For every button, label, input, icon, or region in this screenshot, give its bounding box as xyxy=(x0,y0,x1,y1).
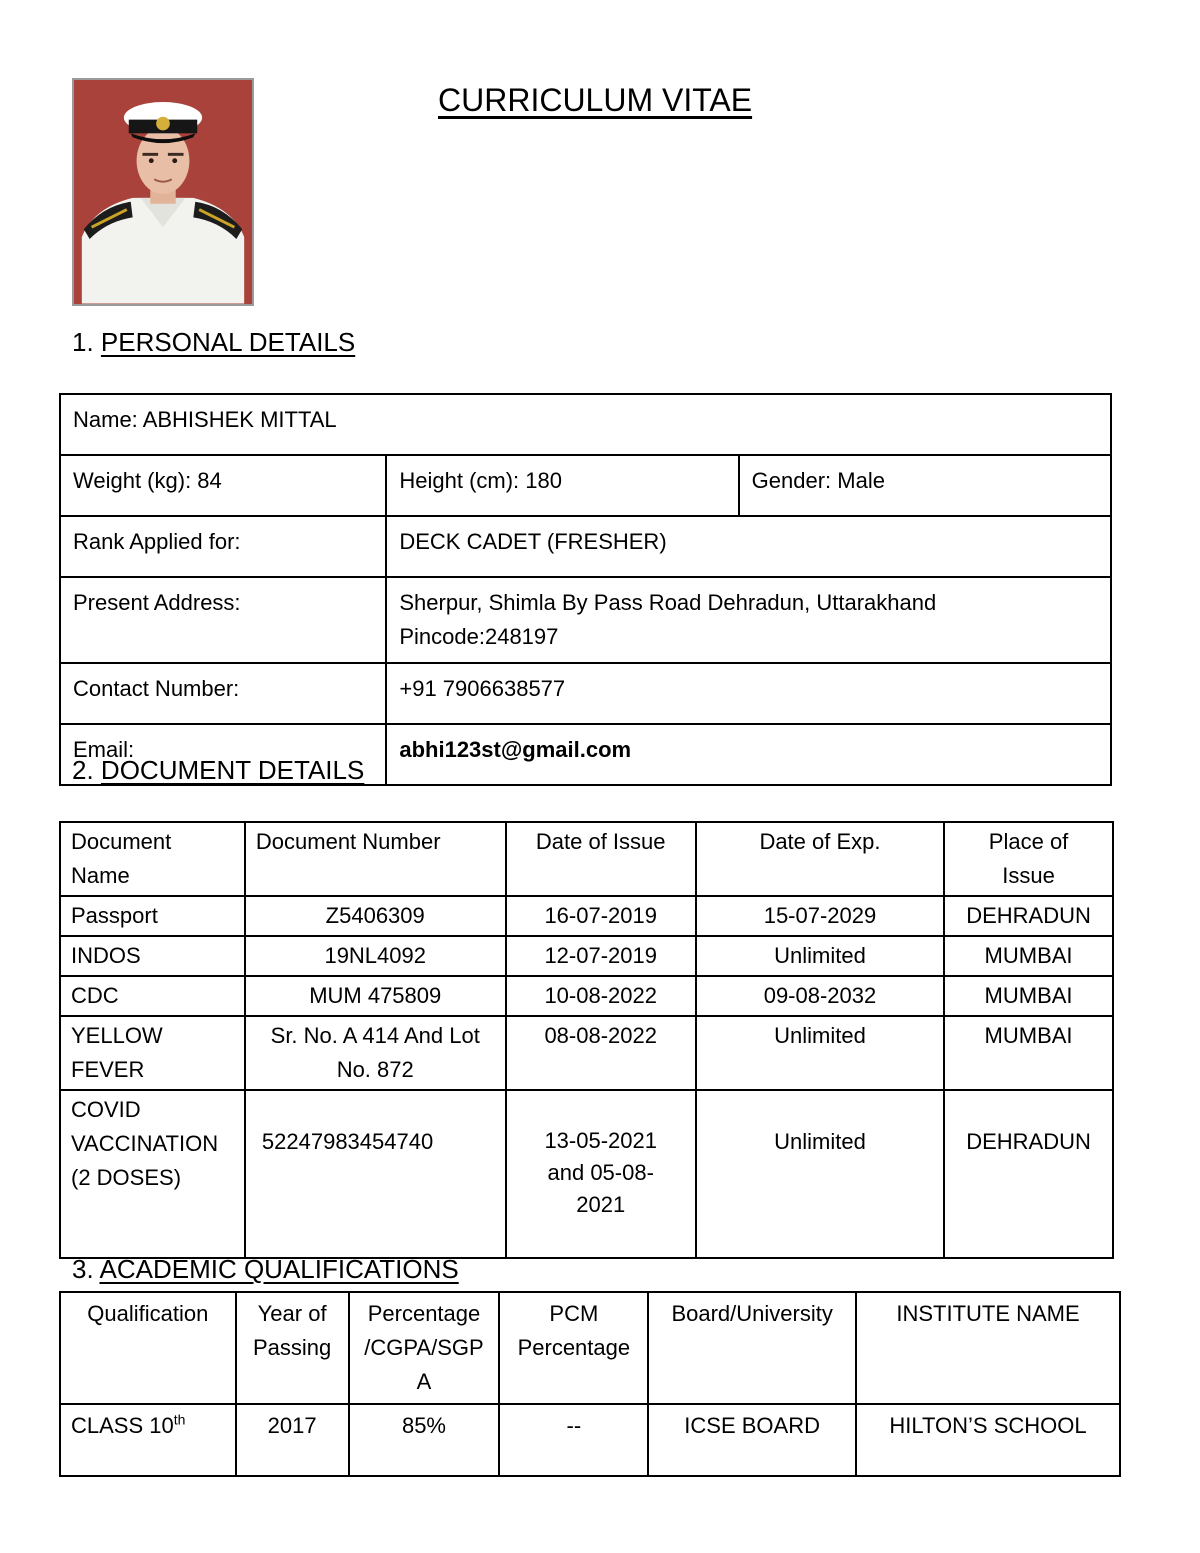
cell-place-of-issue: MUMBAI xyxy=(944,976,1113,1016)
header-institute-name: INSTITUTE NAME xyxy=(856,1292,1120,1404)
header-text: Place of xyxy=(988,829,1069,854)
address-line: Sherpur, Shimla By Pass Road Dehradun, Uttarakhand xyxy=(399,590,937,615)
header-text: Passing xyxy=(252,1335,332,1360)
height-cell: Height (cm): 180 xyxy=(386,455,738,516)
header-year-of-passing xyxy=(236,1292,349,1404)
cell-text: VACCINATION xyxy=(71,1131,219,1156)
header-qualification: Qualification xyxy=(60,1292,236,1404)
cell-date-of-exp: 09-08-2032 xyxy=(696,976,944,1016)
header-text: A xyxy=(416,1369,432,1394)
cell-date-of-issue: 16-07-2019 xyxy=(506,896,696,936)
section-number: 1. xyxy=(72,327,94,357)
header-percentage xyxy=(349,1292,500,1404)
header-pcm-percentage xyxy=(499,1292,648,1404)
section-title: PERSONAL DETAILS xyxy=(100,327,356,357)
section-number: 3. xyxy=(72,1254,94,1284)
cell-document-name: CDC xyxy=(60,976,245,1016)
cell-date-of-issue: 08-08-2022 xyxy=(506,1016,696,1090)
table-row xyxy=(60,1404,1120,1476)
document-details-table xyxy=(59,821,1114,1259)
header-board-university: Board/University xyxy=(648,1292,856,1404)
cell-institute: HILTON’S SCHOOL xyxy=(856,1404,1120,1476)
cell-document-name xyxy=(60,1090,245,1258)
cell-year: 2017 xyxy=(236,1404,349,1476)
header-date-of-issue: Date of Issue xyxy=(506,822,696,896)
cell-pcm: -- xyxy=(499,1404,648,1476)
contact-label: Contact Number: xyxy=(60,663,386,724)
cell-place-of-issue: DEHRADUN xyxy=(944,1090,1113,1258)
cell-text: 13-05-2021 xyxy=(544,1128,657,1153)
header-text: Year of xyxy=(257,1301,327,1326)
cell-date-of-exp: Unlimited xyxy=(696,936,944,976)
header-text: Document xyxy=(71,829,172,854)
header-date-of-exp: Date of Exp. xyxy=(696,822,944,896)
academic-qualifications-table xyxy=(59,1291,1121,1477)
header-document-name xyxy=(60,822,245,896)
rank-value: DECK CADET (FRESHER) xyxy=(386,516,1111,577)
document-title: CURRICULUM VITAE xyxy=(438,82,753,118)
gender-cell: Gender: Male xyxy=(739,455,1111,516)
profile-photo xyxy=(72,78,254,306)
cell-document-name: YELLOW FEVER xyxy=(60,1016,245,1090)
header-text: Percentage xyxy=(367,1301,481,1326)
table-row xyxy=(60,1016,1113,1090)
cell-place-of-issue: MUMBAI xyxy=(944,936,1113,976)
cell-date-of-issue xyxy=(506,1090,696,1258)
cell-date-of-exp: Unlimited xyxy=(696,1090,944,1258)
section-heading-academic xyxy=(72,1254,459,1285)
contact-value: +91 7906638577 xyxy=(386,663,1111,724)
name-cell: Name: ABHISHEK MITTAL xyxy=(60,394,1111,455)
table-row xyxy=(60,1090,1113,1258)
cell-document-name: Passport xyxy=(60,896,245,936)
header-text: Issue xyxy=(1002,863,1055,888)
section-heading-documents xyxy=(72,755,364,786)
header-text: PCM xyxy=(549,1301,599,1326)
header-place-of-issue xyxy=(944,822,1113,896)
weight-cell: Weight (kg): 84 xyxy=(60,455,386,516)
personal-details-table xyxy=(59,393,1112,786)
cell-text: No. 872 xyxy=(336,1057,414,1082)
header-text: /CGPA/SGP xyxy=(364,1335,484,1360)
header-text: Percentage xyxy=(517,1335,631,1360)
cell-text: Sr. No. A 414 And Lot xyxy=(270,1023,480,1048)
cell-document-number: 52247983454740 xyxy=(245,1090,506,1258)
cell-text: CLASS 10 xyxy=(71,1413,174,1438)
address-label: Present Address: xyxy=(60,577,386,663)
cell-document-number xyxy=(245,1016,506,1090)
cell-date-of-exp: 15-07-2029 xyxy=(696,896,944,936)
cell-text: 2021 xyxy=(576,1192,626,1217)
table-row xyxy=(60,896,1113,936)
cell-date-of-issue: 10-08-2022 xyxy=(506,976,696,1016)
cell-document-number: Z5406309 xyxy=(245,896,506,936)
table-header-row xyxy=(60,1292,1120,1404)
email-label: Email: xyxy=(60,724,386,785)
section-heading-personal xyxy=(72,327,355,358)
cell-date-of-issue: 12-07-2019 xyxy=(506,936,696,976)
cell-place-of-issue: MUMBAI xyxy=(944,1016,1113,1090)
section-number: 2. xyxy=(72,755,94,785)
cell-document-name: INDOS xyxy=(60,936,245,976)
cell-text: COVID xyxy=(71,1097,141,1122)
cell-text: (2 DOSES) xyxy=(71,1165,182,1190)
cell-qualification xyxy=(60,1404,236,1476)
table-row xyxy=(60,976,1113,1016)
cell-date-of-exp: Unlimited xyxy=(696,1016,944,1090)
table-row xyxy=(60,455,1111,516)
section-title: DOCUMENT DETAILS xyxy=(100,755,365,785)
cell-board: ICSE BOARD xyxy=(648,1404,856,1476)
cell-text: and 05-08- xyxy=(547,1160,654,1185)
address-value xyxy=(386,577,1111,663)
email-value: abhi123st@gmail.com xyxy=(386,724,1111,785)
address-line: Pincode:248197 xyxy=(399,624,559,649)
table-row xyxy=(60,394,1111,455)
table-header-row xyxy=(60,822,1113,896)
table-row xyxy=(60,577,1111,663)
cell-document-number: 19NL4092 xyxy=(245,936,506,976)
table-row xyxy=(60,936,1113,976)
header-text: Name xyxy=(71,863,130,888)
table-row xyxy=(60,663,1111,724)
cell-place-of-issue: DEHRADUN xyxy=(944,896,1113,936)
cell-percentage: 85% xyxy=(349,1404,500,1476)
header-document-number: Document Number xyxy=(245,822,506,896)
section-title: ACADEMIC QUALIFICATIONS xyxy=(99,1254,459,1284)
superscript: th xyxy=(173,1411,186,1428)
cell-document-number: MUM 475809 xyxy=(245,976,506,1016)
rank-label: Rank Applied for: xyxy=(60,516,386,577)
table-row xyxy=(60,516,1111,577)
